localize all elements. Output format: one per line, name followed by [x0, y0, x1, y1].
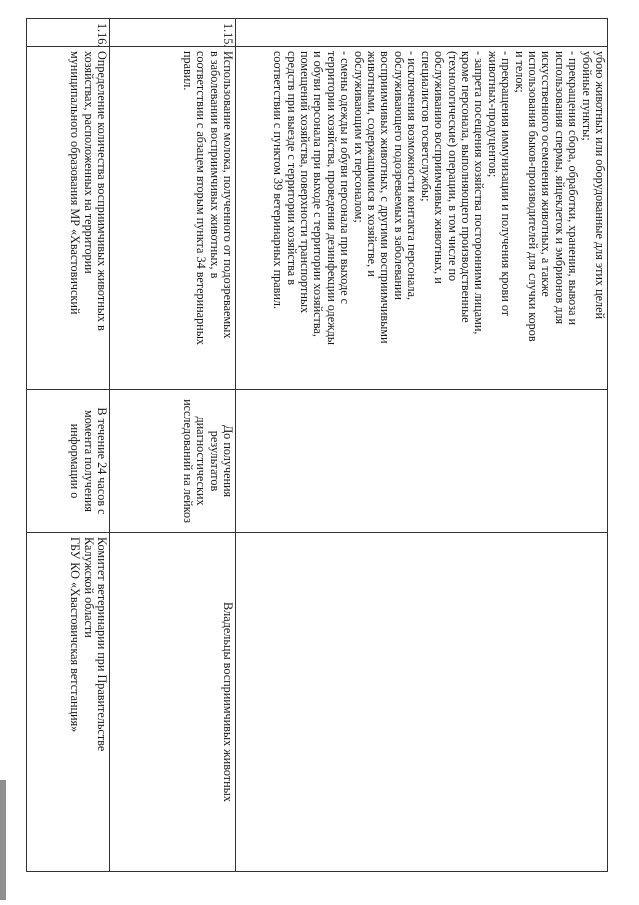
- measure-text-line: в заболевании восприимчивых животных, в: [207, 51, 222, 279]
- measure-text-line: (технологические) операции, в том числе по: [445, 51, 460, 282]
- term-line: исследований на лейкоз: [180, 399, 195, 523]
- measure-text: [27, 47, 110, 390]
- measure-text-line: средств при выезде с территории хозяйства в: [284, 51, 299, 285]
- measure-text-line: соответствии с пунктом 39 ветеринарных правил.: [271, 51, 286, 310]
- term-line: момента получения: [81, 410, 96, 512]
- measure-text-line: Определение количества восприимчивых животных в: [95, 51, 109, 331]
- table-row: [110, 19, 236, 872]
- measure-text-line: животных-продуцентов;: [485, 51, 500, 178]
- term-cell: [27, 390, 110, 533]
- measure-text-line: животными, содержащимися в хозяйстве, и: [365, 51, 380, 277]
- measure-text-line: использования быков-производителей для случки коров: [525, 51, 540, 342]
- measure-text-line: хозяйствах, расположенных на территории: [81, 51, 96, 274]
- measure-text-line: - прекращения иммунизации и получения крови от: [499, 51, 514, 317]
- term-line: В течение 24 часов с: [95, 407, 109, 515]
- responsible-line: Калужской области: [81, 537, 96, 638]
- measures-table: [26, 18, 608, 872]
- measure-text-line: соответствии с абзацем вторым пункта 34 ветеринарных: [194, 51, 209, 345]
- responsible-line: Владельцы восприимчивых животных: [221, 602, 235, 802]
- responsible-line: ГБУ КО «Хвастовичская ветстанция»: [68, 537, 83, 733]
- measure-text-line: восприимчивых животных, с другими восприимчивыми: [378, 51, 393, 344]
- term-line: результатов: [207, 430, 222, 492]
- measure-text-line: - запрета посещения хозяйства посторонними лицами,: [472, 51, 487, 335]
- measure-text-line: специалистов госветслужбы;: [418, 51, 433, 202]
- measure-text-line: - прекращения сбора, обработки, хранения, вывоза и: [566, 51, 581, 326]
- responsible-cell: [110, 533, 236, 872]
- measure-text-line: обслуживанию восприимчивых животных, и: [432, 51, 447, 284]
- measure-text-line: убою животных или оборудованные для этих целей: [593, 51, 607, 320]
- table-row: [27, 19, 110, 872]
- term-cell: [236, 390, 608, 533]
- term-line: До получения: [221, 424, 235, 498]
- measure-text: [236, 47, 608, 390]
- measure-text-line: муниципального образования МР «Хвастовичский: [68, 51, 83, 315]
- measure-text-line: правил.: [180, 51, 195, 91]
- row-number: 1.16.: [27, 19, 110, 47]
- row-number: 1.15.: [110, 19, 236, 47]
- measure-text-line: Использование молока, полученного от подозреваемых: [221, 51, 235, 339]
- term-line: информации о: [68, 423, 83, 499]
- measure-text-line: помещений хозяйства, поверхности транспортных: [298, 51, 313, 314]
- measure-text-line: территории хозяйства, проведения дезинфекции одежды: [324, 51, 339, 345]
- measure-text-line: обслуживающим их персоналом;: [351, 51, 366, 223]
- responsible-cell: [27, 533, 110, 872]
- measure-text-line: кроме персонала, выполняющего производственные: [458, 51, 473, 323]
- measure-text: [110, 47, 236, 390]
- responsible-cell: [236, 533, 608, 872]
- table-row: [236, 19, 608, 872]
- responsible-line: Комитет ветеринарии при Правительстве: [95, 537, 109, 752]
- measure-text-line: и обуви персонала при выходе с территории хозяйства,: [311, 51, 326, 337]
- term-line: диагностических: [194, 416, 209, 506]
- measure-text-line: искусственного осеменения животных, а также: [539, 51, 554, 297]
- measure-text-line: обслуживающего подозреваемых в заболевании: [391, 51, 406, 300]
- measure-text-line: использования спермы, яйцеклеток и эмбрионов для: [552, 51, 567, 325]
- measure-text-line: - смены одежды и обуви персонала при выходе с: [338, 51, 353, 305]
- measure-text-line: убойные пункты;: [579, 51, 594, 141]
- term-cell: [110, 390, 236, 533]
- measure-text-line: - исключения возможности контакта персонала,: [405, 51, 420, 301]
- measure-text-line: и телок;: [512, 51, 527, 93]
- row-number: [236, 19, 608, 47]
